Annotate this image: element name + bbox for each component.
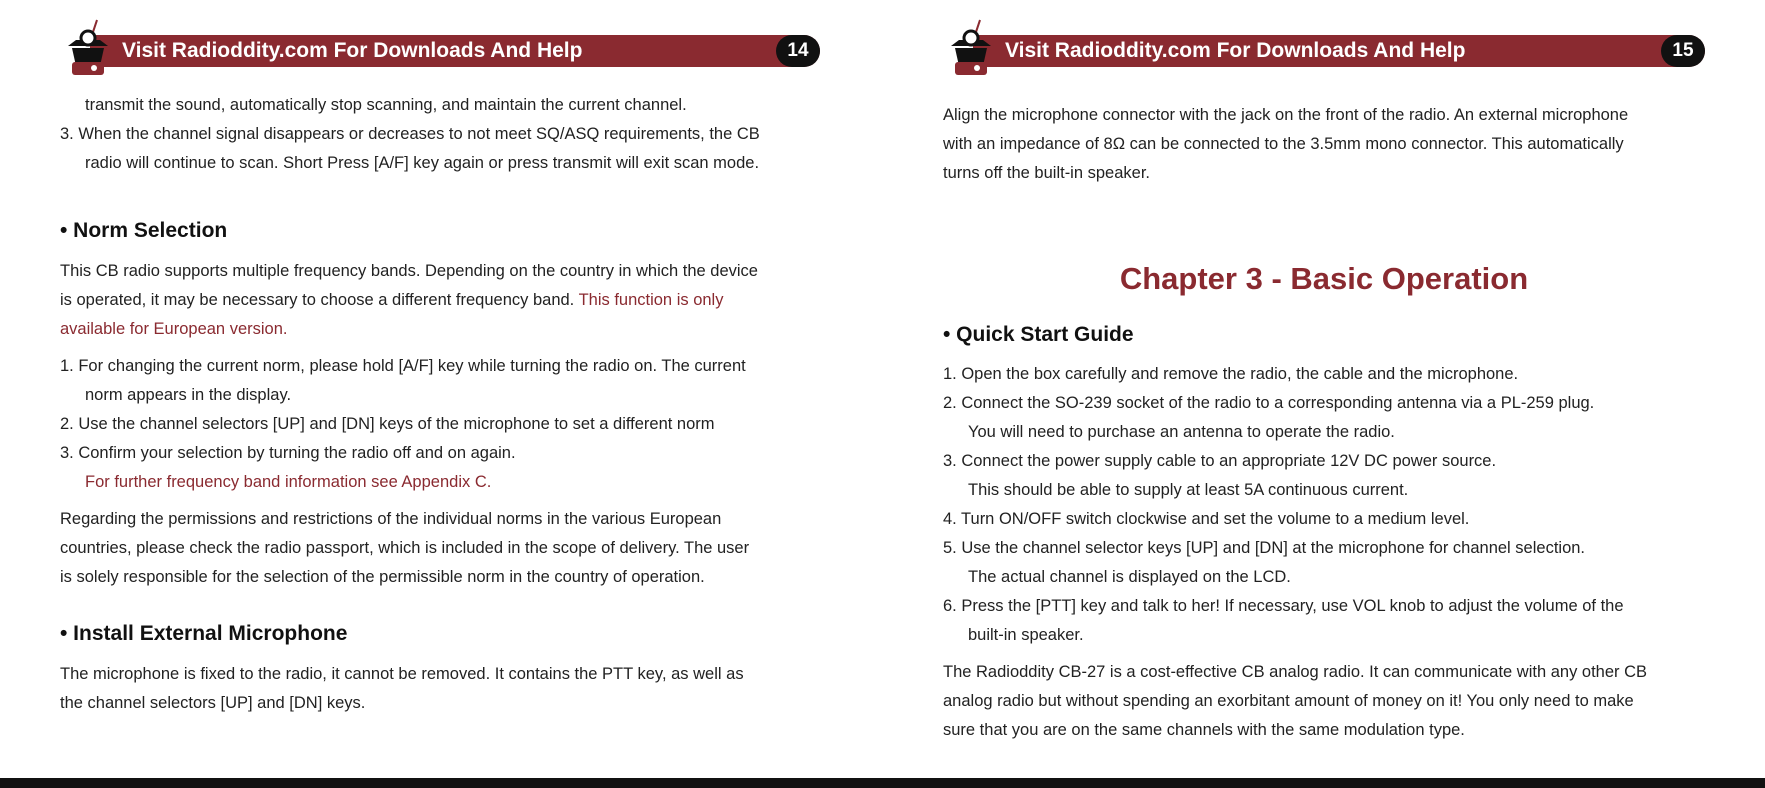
list-item-continuation: radio will continue to scan. Short Press [A/F] key again or press transmit will exit scan mode. <box>85 154 760 172</box>
paragraph: The microphone is fixed to the radio, it cannot be removed. It contains the PTT key, as well as <box>60 665 744 683</box>
scan-continuation: transmit the sound, automatically stop scanning, and maintain the current channel. <box>85 96 687 114</box>
highlight-note: available for European version. <box>60 320 288 338</box>
radio-mascot-icon <box>64 18 112 78</box>
paragraph: Align the microphone connector with the jack on the front of the radio. An external microphone <box>943 106 1629 124</box>
list-item: 1. Open the box carefully and remove the radio, the cable and the microphone. <box>943 365 1519 383</box>
list-item: 5. Use the channel selector keys [UP] and [DN] at the microphone for channel selection. <box>943 539 1586 557</box>
right-page <box>943 0 1705 778</box>
list-item-continuation: norm appears in the display. <box>85 386 292 404</box>
paragraph: Regarding the permissions and restrictions of the individual norms in the various European <box>60 510 722 528</box>
highlight-note: This function is only <box>578 291 724 309</box>
paragraph: turns off the built-in speaker. <box>943 164 1150 182</box>
header-title: Visit Radioddity.com For Downloads And Help <box>1005 39 1466 62</box>
page-number: 15 <box>1661 35 1705 67</box>
list-item: 2. Use the channel selectors [UP] and [DN] keys of the microphone to set a different norm <box>60 415 715 433</box>
page-header <box>60 0 820 78</box>
page-number: 14 <box>776 35 820 67</box>
paragraph: The Radioddity CB-27 is a cost-effective CB analog radio. It can communicate with any other CB <box>943 663 1648 681</box>
chapter-title: Chapter 3 - Basic Operation <box>1119 261 1529 296</box>
paragraph: sure that you are on the same channels with the same modulation type. <box>943 721 1465 739</box>
paragraph: This CB radio supports multiple frequency bands. Depending on the country in which the device <box>60 262 758 280</box>
section-heading: • Quick Start Guide <box>943 323 1134 346</box>
list-item: 3. Connect the power supply cable to an appropriate 12V DC power source. <box>943 452 1497 470</box>
page-header <box>943 0 1705 78</box>
paragraph-line <box>60 286 820 315</box>
list-item-continuation: The actual channel is displayed on the LCD. <box>968 568 1291 586</box>
list-item-continuation: You will need to purchase an antenna to operate the radio. <box>968 423 1395 441</box>
paragraph: analog radio but without spending an exorbitant amount of money on it! You only need to make <box>943 692 1634 710</box>
highlight-note: For further frequency band information see Appendix C. <box>85 473 492 491</box>
list-item-continuation: This should be able to supply at least 5A continuous current. <box>968 481 1409 499</box>
radio-mascot-icon <box>947 18 995 78</box>
list-item: 3. When the channel signal disappears or decreases to not meet SQ/ASQ requirements, the CB <box>60 125 760 143</box>
paragraph: is solely responsible for the selection of the permissible norm in the country of operation. <box>60 568 705 586</box>
header-title: Visit Radioddity.com For Downloads And Help <box>122 39 583 62</box>
paragraph: the channel selectors [UP] and [DN] keys. <box>60 694 366 712</box>
list-item: 1. For changing the current norm, please hold [A/F] key while turning the radio on. The current <box>60 357 746 375</box>
section-heading: • Install External Microphone <box>60 622 348 645</box>
section-heading: • Norm Selection <box>60 219 228 242</box>
left-page <box>60 0 820 778</box>
list-item: 3. Confirm your selection by turning the radio off and on again. <box>60 444 516 462</box>
bottom-border <box>0 778 1765 788</box>
list-item-continuation: built-in speaker. <box>968 626 1084 644</box>
list-item: 6. Press the [PTT] key and talk to her! If necessary, use VOL knob to adjust the volume of the <box>943 597 1624 615</box>
paragraph: countries, please check the radio passport, which is included in the scope of delivery. The user <box>60 539 750 557</box>
list-item: 2. Connect the SO-239 socket of the radio to a corresponding antenna via a PL-259 plug. <box>943 394 1595 412</box>
list-item: 4. Turn ON/OFF switch clockwise and set the volume to a medium level. <box>943 510 1470 528</box>
paragraph: with an impedance of 8Ω can be connected to the 3.5mm mono connector. This automatically <box>943 135 1624 153</box>
paragraph-text: is operated, it may be necessary to choose a different frequency band. <box>60 291 575 309</box>
